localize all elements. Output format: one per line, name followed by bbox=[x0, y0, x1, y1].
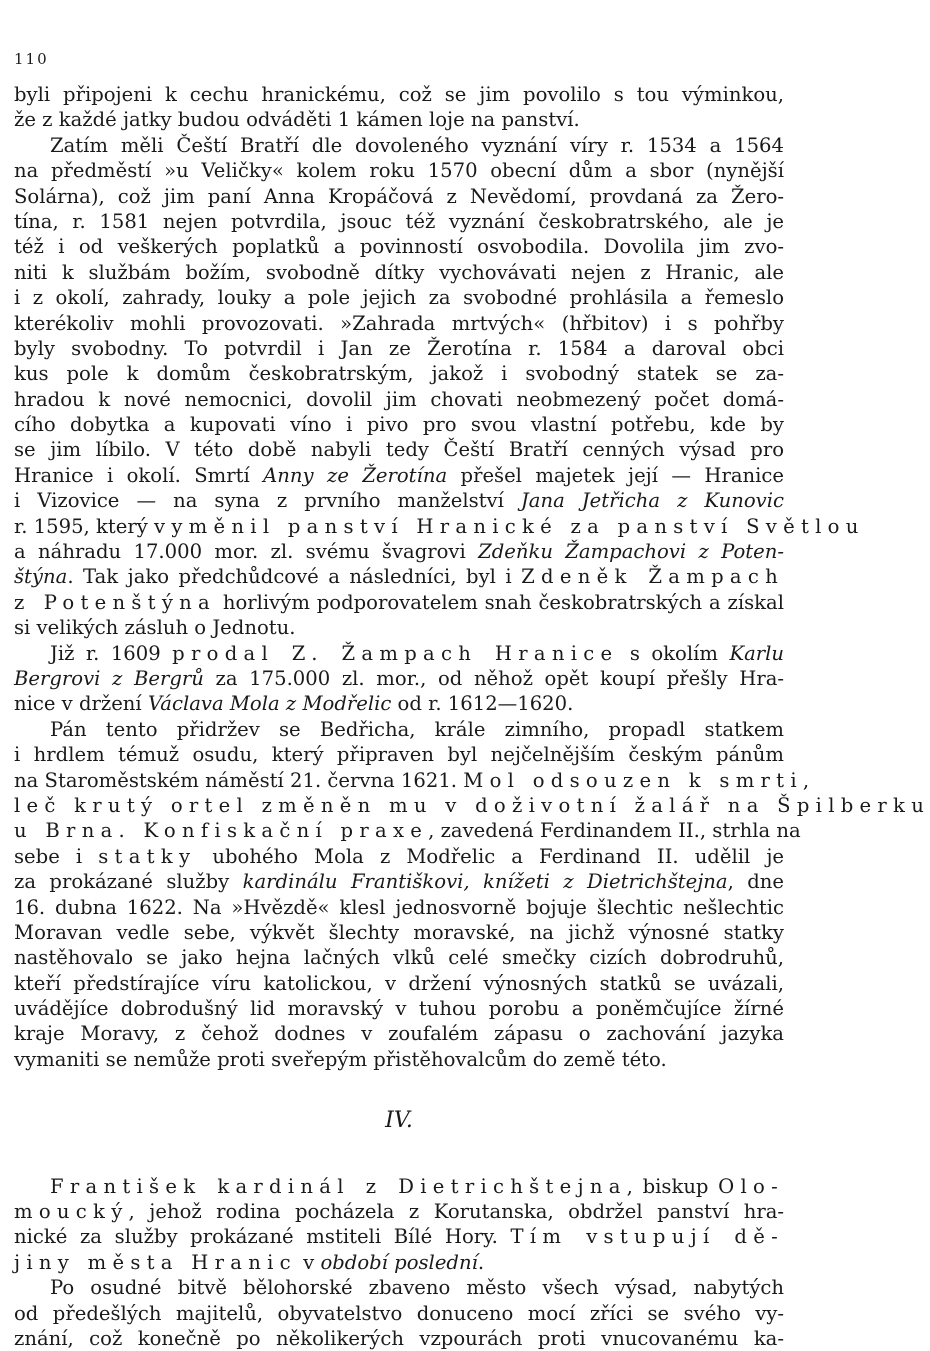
text-run: . bbox=[477, 1250, 485, 1274]
text-run: kterékoliv mohli provozovati. »Zahrada mrtvých« (hřbitov) i s pohřby bbox=[14, 311, 784, 335]
text-run: Moravan vedle sebe, výkvět šlechty moravské, na jichž výnosné statky bbox=[14, 920, 784, 944]
text-run: Zatím měli Čeští Bratří dle dovoleného vyznání víry r. 1534 a 1564 bbox=[50, 133, 784, 157]
body-text bbox=[14, 82, 930, 1351]
text-run: i z okolí, zahrady, louky a pole jejich za svobodné prohlásila a řemeslo bbox=[14, 286, 784, 310]
text-run: kteří předstírajíce víru katolickou, v držení výnosných statků se uvázali, bbox=[14, 971, 784, 995]
text-line bbox=[14, 869, 784, 894]
text-run: za 175.000 zl. mor., od něhož opět koupí přešly Hra- bbox=[203, 666, 784, 690]
text-run: . Tak jako předchůdcové a následníci, byl i bbox=[67, 565, 522, 589]
text-line bbox=[14, 920, 784, 945]
text-line bbox=[14, 844, 784, 869]
text-before-heading bbox=[14, 82, 930, 1072]
text-run: v bbox=[296, 1250, 321, 1274]
text-line bbox=[14, 1224, 784, 1249]
text-run: přešel majetek její — Hranice bbox=[447, 463, 784, 487]
text-line bbox=[14, 539, 784, 564]
italic-phrase: štýna bbox=[14, 565, 68, 589]
text-run: cího dobytka a kupovati víno i pivo pro svou vlastní potřebu, kde by bbox=[14, 413, 784, 437]
italic-phrase: Bergrovi z Bergrů bbox=[14, 666, 204, 690]
text-line bbox=[14, 463, 784, 488]
italic-phrase: Zdeňku Žampachovi z Poten- bbox=[478, 540, 784, 564]
text-run: kraje Moravy, z čehož dodnes v zoufalém zápasu o zachování jazyka bbox=[14, 1022, 784, 1046]
italic-phrase: Václava Mola z Modřelic bbox=[147, 692, 392, 716]
text-line bbox=[14, 1250, 784, 1275]
text-run: znání, což konečně po několikerých vzpourách proti vnucovanému ka- bbox=[14, 1326, 784, 1350]
text-line bbox=[14, 768, 816, 793]
text-line bbox=[14, 1301, 784, 1326]
spaced-phrase: vyměnil panství Hranické za panství Světlou bbox=[154, 514, 865, 538]
text-run: a náhradu 17.000 mor. zl. svému švagrovi bbox=[14, 540, 479, 564]
text-line bbox=[14, 311, 784, 336]
text-run: od předešlých majitelů, obyvatelstvo donuceno mocí zříci se svého vy- bbox=[14, 1301, 784, 1325]
text-run: od r. 1612—1620. bbox=[391, 692, 574, 716]
text-line bbox=[14, 615, 784, 640]
text-line bbox=[14, 895, 784, 920]
text-line bbox=[14, 590, 784, 615]
text-line bbox=[14, 412, 784, 437]
text-run: na Staroměstském náměstí 21. června 1621. bbox=[14, 768, 464, 792]
text-run: ubohého Mola z Modřelic a Ferdinand II. udělil je bbox=[196, 844, 784, 868]
spaced-phrase: u Brna. Konfiskační praxe bbox=[14, 819, 429, 843]
text-line bbox=[14, 1275, 784, 1300]
text-run: kus pole k domům českobratrským, jakož i svobodný statek se za- bbox=[14, 362, 784, 386]
text-line bbox=[14, 514, 865, 539]
text-run: se jim líbilo. V této době nabyli tedy Čeští Bratří cenných výsad pro bbox=[14, 438, 784, 462]
section-heading: IV. bbox=[385, 1108, 413, 1134]
italic-phrase: Karlu bbox=[729, 641, 785, 665]
spaced-phrase: prodal Z. Žampach Hranice bbox=[172, 641, 619, 665]
text-run: horlivým podporovatelem snah českobratrských a získal bbox=[216, 590, 784, 614]
text-line bbox=[14, 387, 784, 412]
spaced-phrase: Zdeněk Žampach bbox=[521, 565, 785, 589]
text-run: sebe i bbox=[14, 844, 99, 868]
spaced-phrase: Tím vstupují dě- bbox=[510, 1225, 784, 1249]
text-run: nastěhovalo se jako hejna lačných vlků celé smečky cizích dobrodruhů, bbox=[14, 946, 784, 970]
text-run: si velikých zásluh o Jednotu. bbox=[14, 616, 296, 640]
text-line bbox=[14, 691, 784, 716]
spaced-phrase: leč krutý ortel změněn mu v doživotní žalář na Špilberku bbox=[14, 793, 930, 817]
text-after-heading bbox=[14, 1174, 784, 1351]
text-line bbox=[14, 336, 784, 361]
text-run: Pán tento přidržev se Bedřicha, krále zimního, propadl statkem bbox=[50, 717, 784, 741]
text-line bbox=[14, 945, 784, 970]
text-run: i Vizovice — na syna z prvního manželství bbox=[14, 489, 521, 513]
text-run: , zavedená Ferdinandem II., strhla na bbox=[428, 819, 801, 843]
text-line bbox=[14, 818, 801, 843]
text-run: , dne bbox=[727, 870, 784, 894]
spaced-phrase: František kardinál z Dietrichštejna bbox=[50, 1174, 627, 1198]
text-line bbox=[14, 717, 784, 742]
text-run: nické za služby prokázané mstiteli Bílé Hory. bbox=[14, 1225, 511, 1249]
text-line bbox=[14, 158, 784, 183]
text-run: za prokázané služby bbox=[14, 870, 243, 894]
text-line bbox=[14, 437, 784, 462]
spaced-phrase: statky bbox=[98, 844, 197, 868]
text-run: že z každé jatky budou odváděti 1 kámen loje na panství. bbox=[14, 108, 580, 132]
text-run: Po osudné bitvě bělohorské zbaveno město všech výsad, nabytých bbox=[50, 1276, 784, 1300]
text-line bbox=[14, 1326, 784, 1351]
text-line bbox=[14, 361, 784, 386]
spaced-phrase: Mol odsouzen k smrti, bbox=[463, 768, 816, 792]
text-line bbox=[14, 285, 784, 310]
text-line bbox=[14, 564, 784, 589]
text-line bbox=[14, 107, 784, 132]
spaced-phrase: moucký bbox=[14, 1200, 129, 1224]
text-run: hradou k nové nemocnici, dovolil jim chovati neobmezený počet domá- bbox=[14, 387, 784, 411]
text-line bbox=[14, 1199, 784, 1224]
text-line bbox=[14, 82, 784, 107]
text-run: na předměstí »u Veličky« kolem roku 1570 obecní dům a sbor (nynější bbox=[14, 159, 784, 183]
text-line bbox=[14, 742, 784, 767]
text-line bbox=[14, 260, 784, 285]
spaced-phrase: Olo- bbox=[718, 1174, 784, 1198]
text-run: Hranice i okolí. Smrtí bbox=[14, 463, 264, 487]
spaced-phrase: jiny města Hranic bbox=[14, 1250, 297, 1274]
spaced-phrase: z Potenštýna bbox=[14, 590, 217, 614]
italic-phrase: Anny ze Žerotína bbox=[263, 463, 448, 487]
text-line bbox=[14, 1047, 784, 1072]
text-line bbox=[14, 971, 784, 996]
text-line bbox=[14, 234, 784, 259]
italic-phrase: Jana Jetřicha z Kunovic bbox=[520, 489, 784, 513]
text-line bbox=[14, 488, 784, 513]
text-line bbox=[14, 793, 930, 818]
italic-phrase: období poslední bbox=[320, 1250, 478, 1274]
text-run: uvádějíce dobrodušný lid moravský v tuhou porobu a poněmčujíce žírné bbox=[14, 997, 784, 1021]
text-line bbox=[14, 996, 784, 1021]
text-line bbox=[14, 1021, 784, 1046]
italic-phrase: kardinálu Františkovi, knížeti z Dietrichštejna bbox=[242, 870, 728, 894]
text-run: nice v držení bbox=[14, 692, 148, 716]
text-run: niti k službám božím, svobodně dítky vychovávati nejen z Hranic, ale bbox=[14, 260, 784, 284]
text-line bbox=[14, 641, 784, 666]
text-line bbox=[14, 184, 784, 209]
text-run: Solárna), což jim paní Anna Kropáčová z Nevědomí, provdaná za Žero- bbox=[14, 184, 784, 208]
text-run: vymaniti se nemůže proti sveřepým přistěhovalcům do země této. bbox=[14, 1047, 667, 1071]
text-run: též i od veškerých poplatků a povinností osvobodila. Dovolila jim zvo- bbox=[14, 235, 784, 259]
text-run: Již r. 1609 bbox=[50, 641, 173, 665]
text-line bbox=[14, 209, 784, 234]
text-run: , jehož rodina pocházela z Korutanska, obdržel panství hra- bbox=[128, 1200, 784, 1224]
text-run: , biskup bbox=[626, 1174, 719, 1198]
text-run: 16. dubna 1622. Na »Hvězdě« klesl jednosvorně bojuje šlechtic nešlechtic bbox=[14, 895, 784, 919]
text-line bbox=[14, 1174, 784, 1199]
text-run: tína, r. 1581 nejen potvrdila, jsouc též vyznání českobratrského, ale je bbox=[14, 209, 784, 233]
text-line bbox=[14, 133, 784, 158]
text-run: i hrdlem témuž osudu, který připraven byl nejčelnějším českým pánům bbox=[14, 743, 784, 767]
text-run: s okolím bbox=[618, 641, 730, 665]
page-number: 110 bbox=[14, 50, 49, 68]
text-run: r. 1595, který bbox=[14, 514, 154, 538]
text-line bbox=[14, 666, 784, 691]
text-run: byli připojeni k cechu hranickému, což se jim povolilo s tou výminkou, bbox=[14, 83, 784, 106]
text-run: byly svobodny. To potvrdil i Jan ze Žerotína r. 1584 a daroval obci bbox=[14, 336, 784, 360]
